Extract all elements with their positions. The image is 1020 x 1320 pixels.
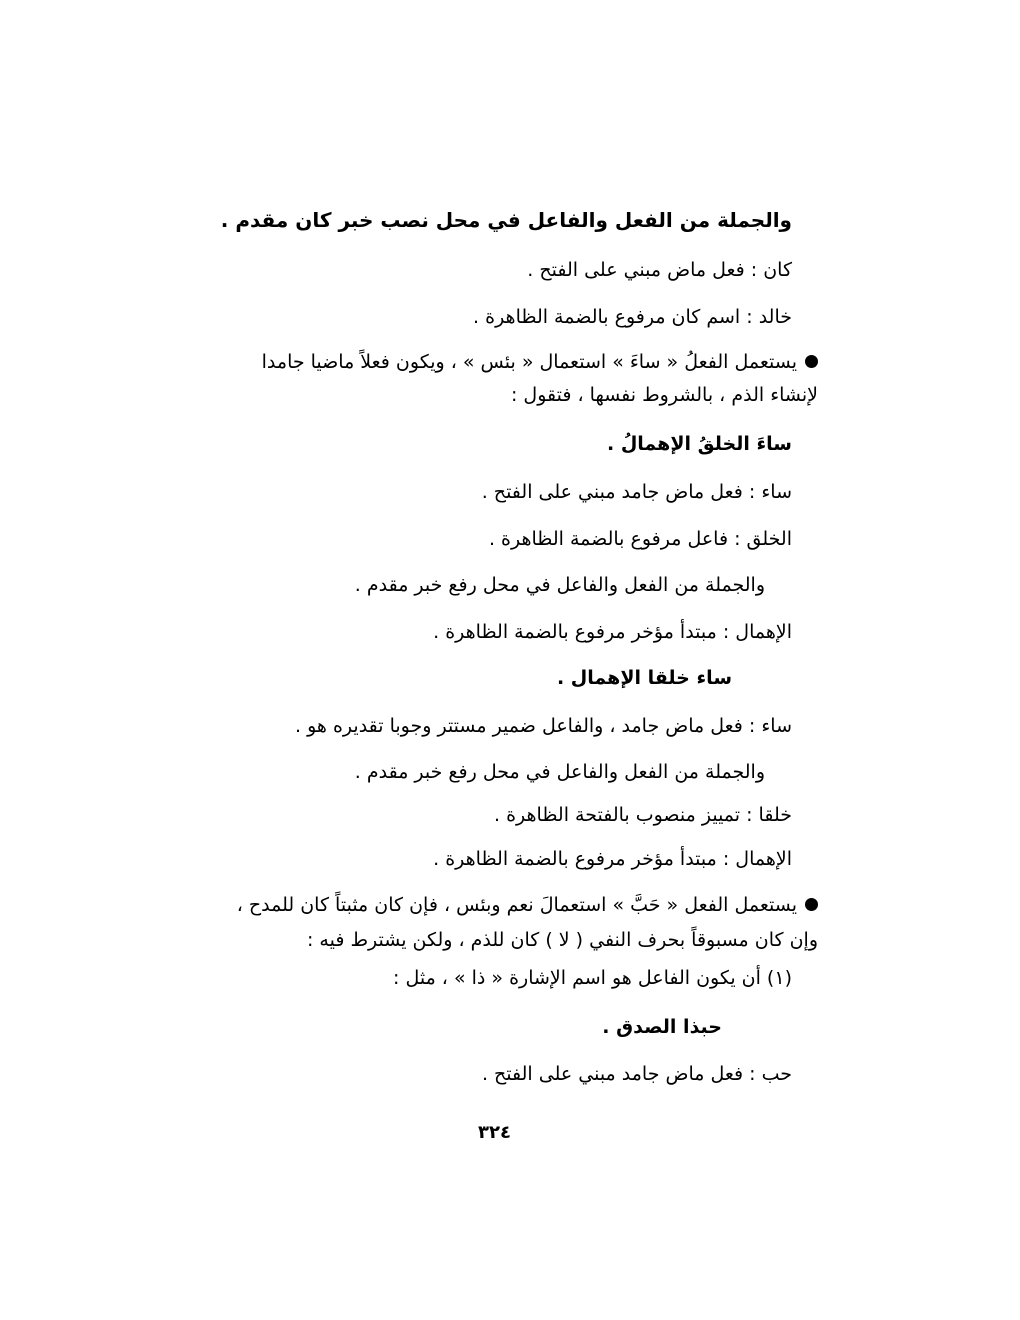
bullet-icon [805,355,818,368]
text-line: ساء : فعل ماض جامد مبني على الفتح . [481,481,792,503]
text-line: ساء : فعل ماض جامد ، والفاعل ضمير مستتر وجوبا تقديره هو . [295,715,792,737]
text-line: خالد : اسم كان مرفوع بالضمة الظاهرة . [473,306,792,328]
text-line: (١) أن يكون الفاعل هو اسم الإشارة « ذا » ، مثل : [393,967,792,989]
text-line: والجملة من الفعل والفاعل في محل رفع خبر مقدم . [354,574,765,596]
text-line: والجملة من الفعل والفاعل في محل نصب خبر كان مقدم . [220,208,792,232]
example-heading: ساءَ الخلقُ الإهمالُ . [606,433,792,455]
text-line: الإهمال : مبتدأ مؤخر مرفوع بالضمة الظاهرة . [433,621,792,643]
bullet-paragraph-line [262,350,818,374]
example-heading: حبذا الصدق . [602,1016,722,1038]
text-line: يستعمل الفعلُ « ساءَ » استعمال « بئس » ، ويكون فعلاً ماضيا جامدا [261,351,797,373]
page-number: ٣٢٤ [478,1122,511,1143]
example-heading: ساء خلقا الإهمال . [556,667,732,689]
text-line: والجملة من الفعل والفاعل في محل رفع خبر مقدم . [354,761,765,783]
text-line: الخلق : فاعل مرفوع بالضمة الظاهرة . [488,528,792,550]
text-line: كان : فعل ماض مبني على الفتح . [527,259,792,281]
text-line: يستعمل الفعل « حَبَّ » استعمالَ نعم وبئس ، فإن كان مثبتاً كان للمدح ، [236,894,797,916]
text-line: وإن كان مسبوقاً بحرف النفي ( لا ) كان للذم ، ولكن يشترط فيه : [306,929,818,951]
bullet-paragraph-line [237,893,818,917]
text-line: حب : فعل ماض جامد مبني على الفتح . [481,1063,792,1085]
text-line: الإهمال : مبتدأ مؤخر مرفوع بالضمة الظاهرة . [433,848,792,870]
bullet-icon [805,898,818,911]
text-line: خلقا : تمييز منصوب بالفتحة الظاهرة . [494,804,792,826]
text-line: لإنشاء الذم ، بالشروط نفسها ، فتقول : [510,384,818,406]
